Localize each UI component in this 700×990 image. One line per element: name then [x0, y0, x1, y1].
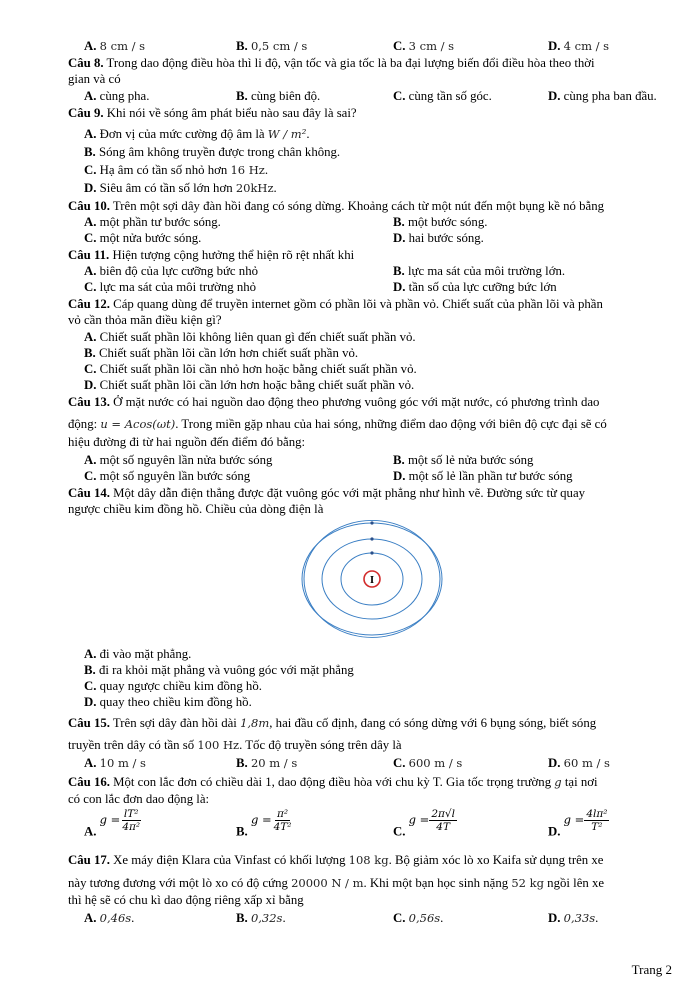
q14-option-b[interactable]: B. đi ra khỏi mặt phẳng và vuông góc với mặt phẳng	[84, 663, 354, 677]
q9-option-c[interactable]: C. Hạ âm có tần số nhỏ hơn 16 Hz.	[84, 163, 269, 177]
q8-option-c[interactable]: C. cùng tần số góc.	[393, 89, 492, 103]
q10-stem: Câu 10. Trên một sợi dây đàn hồi đang có sóng dừng. Khoảng cách từ một nút đến một bụng kề nó bằng	[68, 199, 605, 213]
q8-stem-cont: gian và có	[68, 72, 121, 86]
q11-option-c[interactable]: C. lực ma sát của môi trường nhỏ	[84, 280, 257, 294]
q15-option-c[interactable]: C. 600 m / s	[393, 756, 463, 770]
q14-option-d[interactable]: D. quay theo chiều kim đồng hồ.	[84, 695, 252, 709]
q9-stem: Câu 9. Khi nói về sóng âm phát biểu nào sau đây là sai?	[68, 106, 357, 120]
formula-fraction: $\frac{\text{4lπ²}}{\text{T²}}$	[586, 808, 608, 833]
q9-option-a[interactable]: A. Đơn vị của mức cường độ âm là W / m².	[84, 127, 310, 141]
q12-option-d[interactable]: D. Chiết suất phần lõi cần lớn hơn hoặc bằng chiết suất phần vỏ.	[84, 378, 415, 392]
field-dot	[370, 551, 373, 554]
q7-option-c[interactable]: C. 3 cm / s	[393, 39, 455, 53]
q12-stem: Câu 12. Cáp quang dùng để truyền internet gồm có phần lõi và phần vỏ. Chiết suất của phần lõi và phần	[68, 297, 603, 311]
q9-option-d[interactable]: D. Siêu âm có tần số lớn hơn 20kHz.	[84, 181, 277, 195]
q14-stem-cont: ngược chiều kim đồng hồ. Chiều của dòng điện là	[68, 502, 324, 516]
formula-fraction: $\frac{\text{lT²}}{\text{4π²}}$	[122, 808, 141, 833]
page-number: Trang 2	[631, 962, 672, 977]
q17-option-c[interactable]: C. 0,56s.	[393, 911, 444, 925]
q15-option-a[interactable]: A. 10 m / s	[84, 756, 146, 770]
q12-option-b[interactable]: B. Chiết suất phần lõi cần lớn hơn chiết suất phần vỏ.	[84, 346, 359, 360]
current-label: I	[369, 574, 375, 586]
field-dot	[370, 521, 373, 524]
formula-fraction: $\frac{\text{π²}}{\text{4T²}}$	[273, 808, 292, 833]
q10-option-a[interactable]: A. một phần tư bước sóng.	[84, 215, 221, 229]
q10-option-d[interactable]: D. hai bước sóng.	[393, 231, 484, 245]
q13-stem-cont: động: u = Acos(ωt). Trong miền gặp nhau của hai sóng, những điểm dao động với biên độ cực đại sẽ có	[68, 417, 607, 431]
q16-option-c[interactable]: C. g = $\frac{2\pi√l}{4T}$	[393, 808, 455, 839]
q17-stem-cont: này tương đương với một lò xo có độ cứng 20000 N / m. Khi một bạn học sinh nặng 52 kg ngồi lên xe	[68, 876, 605, 890]
q16-option-d[interactable]: D. g = $\frac{\text{4lπ²}}{\text{T²}}$	[548, 808, 608, 839]
q17-option-d[interactable]: D. 0,33s.	[548, 911, 599, 925]
q10-option-b[interactable]: B. một bước sóng.	[393, 215, 488, 229]
q8-stem: Câu 8. Trong dao động điều hòa thì li độ, vận tốc và gia tốc là ba đại lượng biến đổi điều hòa theo thời	[68, 56, 595, 70]
q17-stem-cont2: thì hệ sẽ có chu kì dao động riêng xấp xỉ bằng	[68, 893, 304, 907]
q10-option-c[interactable]: C. một nửa bước sóng.	[84, 231, 202, 245]
q13-option-c[interactable]: C. một số nguyên lần bước sóng	[84, 469, 251, 483]
q8-option-a[interactable]: A. cùng pha.	[84, 89, 150, 103]
q14-option-a[interactable]: A. đi vào mặt phẳng.	[84, 647, 192, 661]
q12-option-c[interactable]: C. Chiết suất phần lõi cần nhỏ hơn hoặc bằng chiết suất phần vỏ.	[84, 362, 417, 376]
q17-option-a[interactable]: A. 0,46s.	[84, 911, 135, 925]
q7-option-b[interactable]: B. 0,5 cm / s	[236, 39, 308, 53]
q16-option-b[interactable]: B. g = $\frac{\text{π²}}{\text{4T²}}$	[236, 808, 292, 839]
q9-option-b[interactable]: B. Sóng âm không truyền được trong chân không.	[84, 145, 341, 159]
q11-option-b[interactable]: B. lực ma sát của môi trường lớn.	[393, 264, 566, 278]
q13-stem: Câu 13. Ở mặt nước có hai nguồn dao động theo phương vuông góc với mặt nước, có phương trình dao	[68, 395, 600, 409]
q12-stem-cont: vỏ cần thỏa mãn điều kiện gì?	[68, 313, 222, 327]
q16-option-a[interactable]: A. g = $\frac{\text{lT²}}{\text{4π²}}$	[84, 808, 141, 839]
q7-option-d[interactable]: D. 4 cm / s	[548, 39, 610, 53]
q17-option-b[interactable]: B. 0,32s.	[236, 911, 286, 925]
magnetic-field-figure	[298, 517, 446, 641]
q17-stem: Câu 17. Xe máy điện Klara của Vinfast có khối lượng 108 kg. Bộ giảm xóc lò xo Kaifa sử dụng trên xe	[68, 853, 604, 867]
q14-option-c[interactable]: C. quay ngược chiều kim đồng hồ.	[84, 679, 262, 693]
q7-option-a[interactable]: A. 8 cm / s	[84, 39, 146, 53]
q15-option-b[interactable]: B. 20 m / s	[236, 756, 298, 770]
q11-option-d[interactable]: D. tần số của lực cưỡng bức lớn	[393, 280, 557, 294]
q13-option-a[interactable]: A. một số nguyên lần nửa bước sóng	[84, 453, 273, 467]
q11-stem: Câu 11. Hiện tượng cộng hưởng thể hiện rõ rệt nhất khi	[68, 248, 355, 262]
q14-stem: Câu 14. Một dây dẫn điện thẳng được đặt vuông góc với mặt phẳng như hình vẽ. Đường sức từ quay	[68, 486, 586, 500]
field-dot	[370, 537, 373, 540]
formula-fraction: $\frac{2\pi√l}{4T}$	[431, 808, 455, 833]
q13-stem-cont2: hiệu đường đi từ hai nguồn đến điểm đó bằng:	[68, 435, 306, 449]
q12-option-a[interactable]: A. Chiết suất phần lõi không liên quan gì đến chiết suất phần vỏ.	[84, 330, 416, 344]
q8-option-b[interactable]: B. cùng biên độ.	[236, 89, 321, 103]
q15-option-d[interactable]: D. 60 m / s	[548, 756, 610, 770]
q15-stem: Câu 15. Trên sợi dây đàn hồi dài 1,8m, hai đầu cố định, đang có sóng dừng với 6 bụng sóng, biết sóng	[68, 716, 597, 730]
q16-stem: Câu 16. Một con lắc đơn có chiều dài 1, dao động điều hòa với chu kỳ T. Gia tốc trọng trường g tại nơi	[68, 775, 598, 789]
q11-option-a[interactable]: A. biên độ của lực cưỡng bức nhỏ	[84, 264, 258, 278]
q16-stem-cont: có con lắc đơn dao động là:	[68, 792, 210, 806]
q13-option-d[interactable]: D. một số lẻ lần phần tư bước sóng	[393, 469, 573, 483]
q8-option-d[interactable]: D. cùng pha ban đầu.	[548, 89, 657, 103]
q13-option-b[interactable]: B. một số lẻ nửa bước sóng	[393, 453, 534, 467]
q15-stem-cont: truyền trên dây có tần số 100 Hz. Tốc độ truyền sóng trên dây là	[68, 738, 402, 752]
